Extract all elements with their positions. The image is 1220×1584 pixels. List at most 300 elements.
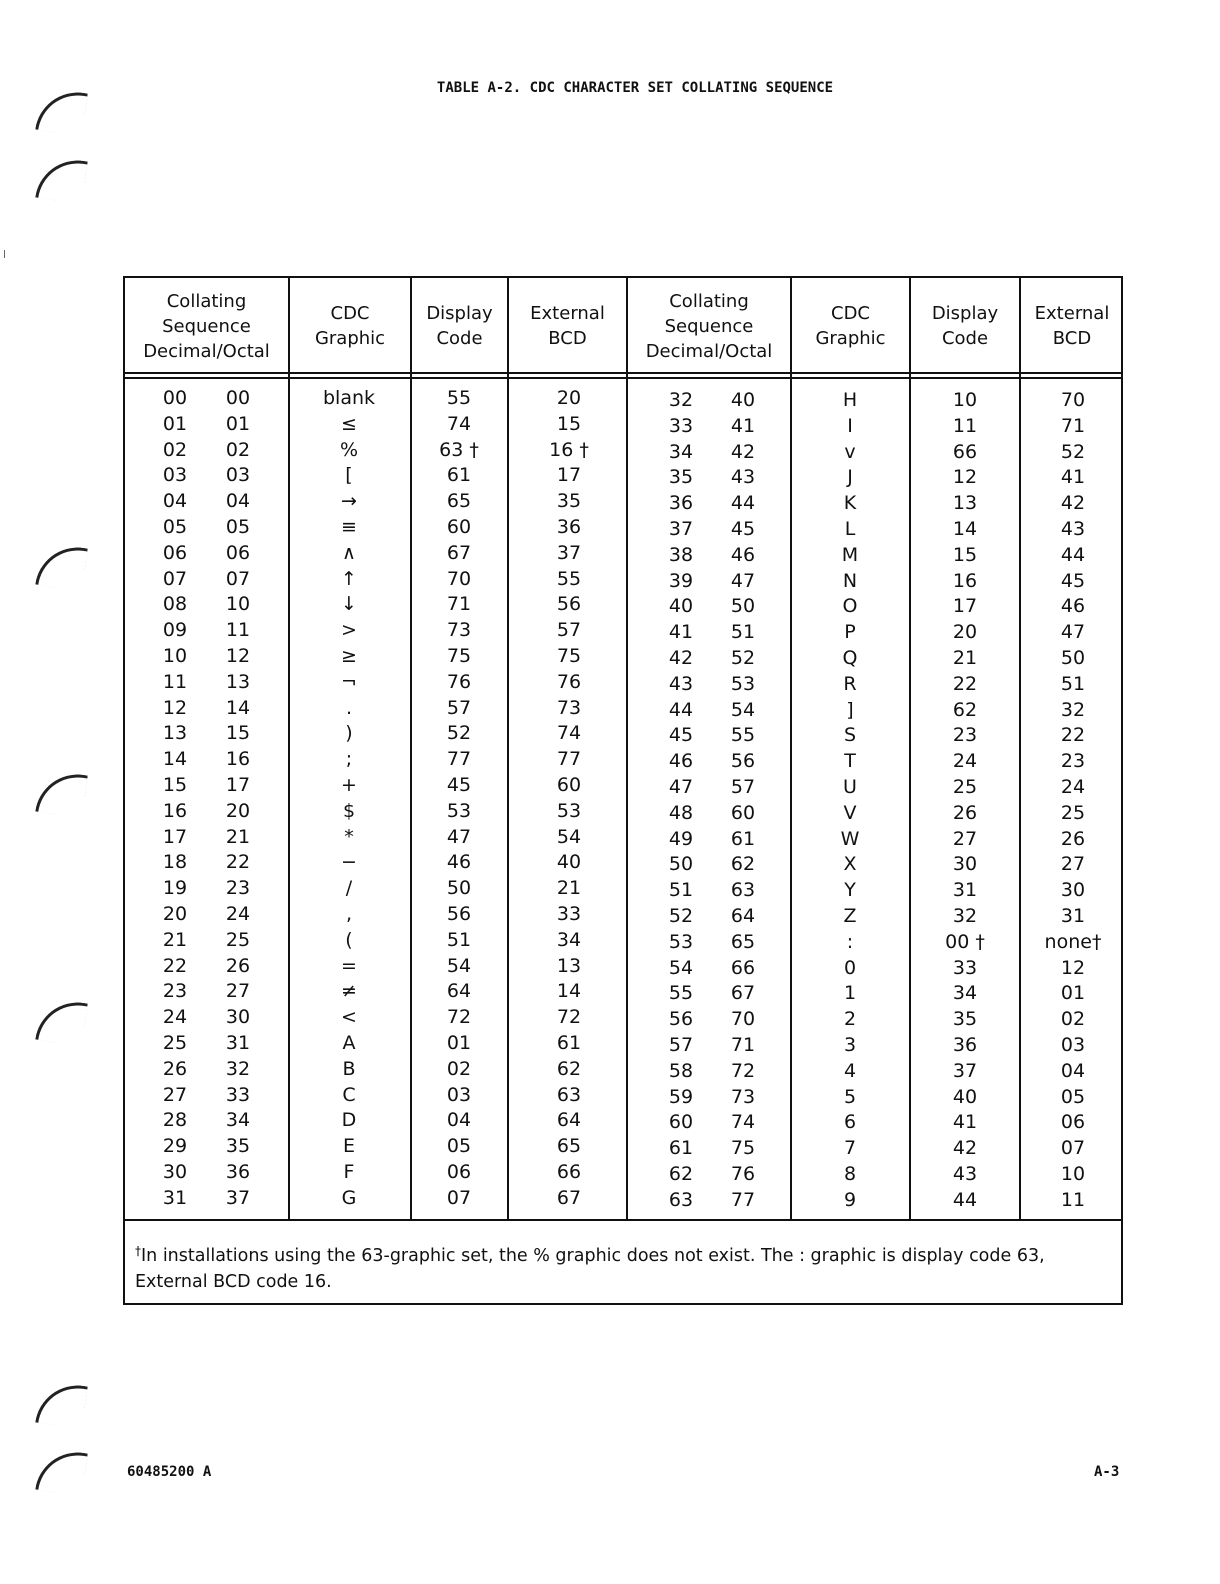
header-right-collating-sequence: Collating Sequence Decimal/Octal bbox=[645, 290, 773, 362]
left-display-code: 64 bbox=[446, 980, 472, 1003]
right-seq-octal: 45 bbox=[730, 518, 756, 540]
right-seq-decimal: 33 bbox=[668, 414, 694, 437]
left-display-code: 45 bbox=[446, 774, 472, 796]
left-seq-decimal: 26 bbox=[162, 1057, 188, 1080]
right-display-code: 37 bbox=[952, 1059, 978, 1082]
right-seq-octal: 40 bbox=[730, 389, 756, 411]
right-display-code: 66 bbox=[952, 440, 978, 463]
left-display-code: 74 bbox=[446, 412, 472, 435]
right-cdc-graphic: U bbox=[843, 776, 857, 798]
right-display-code: 30 bbox=[952, 853, 978, 876]
left-cdc-graphic: F bbox=[343, 1161, 355, 1183]
left-seq-decimal: 01 bbox=[162, 412, 188, 435]
right-cdc-graphic: S bbox=[843, 724, 857, 747]
right-seq-octal: 66 bbox=[730, 956, 756, 979]
left-seq-octal: 21 bbox=[225, 825, 251, 848]
left-display-code: 04 bbox=[446, 1109, 472, 1132]
left-display-code: 02 bbox=[446, 1057, 472, 1080]
left-external-bcd: 74 bbox=[556, 722, 582, 745]
left-cdc-graphic: , bbox=[345, 903, 353, 925]
right-display-code: 35 bbox=[952, 1008, 978, 1031]
left-display-code: 67 bbox=[446, 541, 472, 564]
right-seq-decimal: 50 bbox=[668, 853, 694, 876]
right-seq-decimal: 41 bbox=[668, 621, 694, 644]
right-display-code: 20 bbox=[952, 621, 978, 644]
column-divider bbox=[626, 278, 628, 1219]
column-divider bbox=[1019, 278, 1021, 1219]
left-seq-decimal: 14 bbox=[162, 748, 188, 771]
left-seq-octal: 30 bbox=[225, 1006, 251, 1029]
right-display-code: 12 bbox=[952, 466, 978, 489]
right-cdc-graphic: V bbox=[843, 801, 857, 824]
right-external-bcd: 05 bbox=[1060, 1085, 1086, 1108]
right-display-code: 62 bbox=[952, 698, 978, 721]
left-cdc-graphic: blank bbox=[322, 387, 376, 409]
left-external-bcd: 53 bbox=[556, 799, 582, 822]
left-external-bcd: 16 † bbox=[549, 438, 589, 461]
right-seq-octal: 43 bbox=[730, 466, 756, 489]
right-display-code: 36 bbox=[952, 1034, 978, 1056]
left-seq-octal: 34 bbox=[225, 1109, 251, 1132]
right-seq-octal: 65 bbox=[730, 930, 756, 953]
left-external-bcd: 33 bbox=[556, 903, 582, 925]
right-display-code: 23 bbox=[952, 724, 978, 747]
right-seq-octal: 55 bbox=[730, 724, 756, 747]
left-cdc-graphic: E bbox=[342, 1135, 355, 1158]
right-cdc-graphic: 4 bbox=[843, 1059, 857, 1082]
left-seq-octal: 02 bbox=[225, 438, 251, 461]
left-seq-decimal: 13 bbox=[162, 722, 188, 745]
left-display-code: 57 bbox=[446, 696, 472, 719]
left-seq-octal: 03 bbox=[225, 464, 251, 487]
right-external-bcd: 12 bbox=[1060, 956, 1086, 979]
right-external-bcd: 51 bbox=[1060, 672, 1086, 695]
left-cdc-graphic: < bbox=[341, 1006, 357, 1029]
right-external-bcd: 70 bbox=[1060, 389, 1086, 411]
left-display-code: 75 bbox=[446, 645, 472, 667]
right-seq-octal: 54 bbox=[730, 698, 756, 721]
right-cdc-graphic: K bbox=[843, 492, 857, 515]
right-cdc-graphic: 9 bbox=[843, 1188, 857, 1211]
right-cdc-graphic: R bbox=[843, 672, 857, 695]
right-display-code: 25 bbox=[952, 776, 978, 798]
collating-sequence-table bbox=[123, 276, 1123, 1305]
right-seq-decimal: 46 bbox=[668, 750, 694, 773]
right-seq-octal: 60 bbox=[730, 801, 756, 824]
header-right-external-bcd: External BCD bbox=[1034, 303, 1110, 349]
right-cdc-graphic: 0 bbox=[843, 956, 857, 979]
right-seq-octal: 75 bbox=[730, 1137, 756, 1160]
left-external-bcd: 55 bbox=[556, 567, 582, 590]
footnote-text: In installations using the 63-graphic set, the % graphic does not exist. The : graphic is display code 63, External BCD code 16. bbox=[135, 1246, 1045, 1292]
left-cdc-graphic: * bbox=[344, 825, 354, 848]
right-display-code: 32 bbox=[952, 905, 978, 927]
header-right-display-code: Display Code bbox=[931, 303, 999, 349]
left-external-bcd: 66 bbox=[556, 1161, 582, 1183]
binder-hole-icon bbox=[35, 769, 88, 818]
right-seq-octal: 76 bbox=[730, 1163, 756, 1185]
dagger-mark: † bbox=[135, 1244, 141, 1258]
left-external-bcd: 73 bbox=[556, 696, 582, 719]
left-seq-decimal: 22 bbox=[162, 954, 188, 977]
left-seq-octal: 27 bbox=[225, 980, 251, 1003]
left-display-code: 51 bbox=[446, 928, 472, 951]
right-seq-octal: 72 bbox=[730, 1059, 756, 1082]
left-external-bcd: 75 bbox=[556, 645, 582, 667]
left-cdc-graphic: [ bbox=[345, 464, 353, 487]
left-display-code: 05 bbox=[446, 1135, 472, 1158]
left-external-bcd: 37 bbox=[556, 541, 582, 564]
right-seq-decimal: 48 bbox=[668, 801, 694, 824]
right-seq-octal: 71 bbox=[730, 1034, 756, 1056]
left-seq-decimal: 21 bbox=[162, 928, 188, 951]
right-seq-octal: 44 bbox=[730, 492, 756, 515]
left-display-code: 50 bbox=[446, 877, 472, 900]
left-seq-octal: 14 bbox=[225, 696, 251, 719]
left-external-bcd: 14 bbox=[556, 980, 582, 1003]
right-seq-octal: 50 bbox=[730, 595, 756, 618]
right-seq-decimal: 51 bbox=[668, 879, 694, 902]
left-seq-decimal: 04 bbox=[162, 490, 188, 513]
left-external-bcd: 17 bbox=[556, 464, 582, 487]
left-seq-octal: 12 bbox=[225, 645, 251, 667]
right-seq-decimal: 43 bbox=[668, 672, 694, 695]
right-external-bcd: 06 bbox=[1060, 1111, 1086, 1134]
right-cdc-graphic: : bbox=[846, 930, 854, 953]
right-external-bcd: 07 bbox=[1060, 1137, 1086, 1160]
right-cdc-graphic: L bbox=[844, 518, 856, 540]
left-seq-decimal: 05 bbox=[162, 516, 188, 538]
left-seq-octal: 20 bbox=[225, 799, 251, 822]
right-seq-decimal: 52 bbox=[668, 905, 694, 927]
right-seq-octal: 61 bbox=[730, 827, 756, 850]
right-cdc-graphic: Z bbox=[843, 905, 857, 927]
left-seq-decimal: 08 bbox=[162, 593, 188, 616]
right-external-bcd: 11 bbox=[1060, 1188, 1086, 1211]
column-divider bbox=[410, 278, 412, 1219]
right-seq-decimal: 45 bbox=[668, 724, 694, 747]
binder-hole-icon bbox=[35, 1447, 88, 1496]
left-external-bcd: 21 bbox=[556, 877, 582, 900]
left-seq-octal: 11 bbox=[225, 619, 251, 642]
right-external-bcd: 43 bbox=[1060, 518, 1086, 540]
left-cdc-graphic: ≡ bbox=[341, 516, 357, 538]
header-left-external-bcd: External BCD bbox=[530, 303, 605, 349]
left-external-bcd: 13 bbox=[556, 954, 582, 977]
right-seq-octal: 63 bbox=[730, 879, 756, 902]
right-display-code: 15 bbox=[952, 543, 978, 566]
right-display-code: 00 † bbox=[945, 930, 985, 953]
left-display-code: 71 bbox=[446, 593, 472, 616]
left-external-bcd: 40 bbox=[556, 851, 582, 874]
right-seq-decimal: 36 bbox=[668, 492, 694, 515]
left-seq-decimal: 17 bbox=[162, 825, 188, 848]
left-external-bcd: 76 bbox=[556, 670, 582, 693]
right-display-code: 27 bbox=[952, 827, 978, 850]
right-cdc-graphic: 2 bbox=[843, 1008, 857, 1031]
right-external-bcd: 45 bbox=[1060, 569, 1086, 592]
left-seq-octal: 10 bbox=[225, 593, 251, 616]
right-display-code: 11 bbox=[952, 414, 978, 437]
left-display-code: 77 bbox=[446, 748, 472, 771]
left-seq-decimal: 30 bbox=[162, 1161, 188, 1183]
left-cdc-graphic: = bbox=[341, 954, 357, 977]
left-seq-octal: 06 bbox=[225, 541, 251, 564]
left-cdc-graphic: A bbox=[342, 1032, 356, 1054]
right-external-bcd: 30 bbox=[1060, 879, 1086, 902]
left-display-code: 54 bbox=[446, 954, 472, 977]
left-seq-octal: 13 bbox=[225, 670, 251, 693]
right-cdc-graphic: H bbox=[842, 389, 858, 411]
right-seq-octal: 52 bbox=[730, 647, 756, 669]
document-number: 60485200 A bbox=[127, 1464, 212, 1480]
right-external-bcd: 32 bbox=[1060, 698, 1086, 721]
left-display-code: 72 bbox=[446, 1006, 472, 1029]
header-left-display-code: Display Code bbox=[426, 303, 493, 349]
right-display-code: 13 bbox=[952, 492, 978, 515]
left-cdc-graphic: ∧ bbox=[342, 541, 356, 564]
left-seq-octal: 01 bbox=[225, 412, 251, 435]
left-seq-decimal: 02 bbox=[162, 438, 188, 461]
left-seq-decimal: 06 bbox=[162, 541, 188, 564]
right-cdc-graphic: M bbox=[841, 543, 859, 566]
right-seq-decimal: 37 bbox=[668, 518, 694, 540]
left-cdc-graphic: ) bbox=[345, 722, 353, 745]
left-seq-decimal: 27 bbox=[162, 1083, 188, 1106]
left-seq-octal: 23 bbox=[225, 877, 251, 900]
right-display-code: 14 bbox=[952, 518, 978, 540]
table-footnote bbox=[135, 1238, 1095, 1295]
right-cdc-graphic: W bbox=[840, 827, 860, 850]
left-display-code: 56 bbox=[446, 903, 472, 925]
left-display-code: 46 bbox=[446, 851, 472, 874]
left-external-bcd: 62 bbox=[556, 1057, 582, 1080]
right-cdc-graphic: O bbox=[842, 595, 858, 618]
right-display-code: 34 bbox=[952, 982, 978, 1005]
binder-hole-icon bbox=[35, 155, 88, 204]
left-external-bcd: 63 bbox=[556, 1083, 582, 1106]
column-divider bbox=[909, 278, 911, 1219]
left-cdc-graphic: − bbox=[341, 851, 357, 874]
left-seq-decimal: 28 bbox=[162, 1109, 188, 1132]
left-external-bcd: 77 bbox=[556, 748, 582, 771]
right-external-bcd: 50 bbox=[1060, 647, 1086, 669]
left-seq-decimal: 19 bbox=[162, 877, 188, 900]
left-display-code: 52 bbox=[446, 722, 472, 745]
left-seq-octal: 25 bbox=[225, 928, 251, 951]
right-cdc-graphic: 6 bbox=[843, 1111, 857, 1134]
header-rule bbox=[125, 377, 1121, 379]
left-seq-decimal: 23 bbox=[162, 980, 188, 1003]
right-cdc-graphic: v bbox=[844, 440, 856, 463]
right-seq-decimal: 58 bbox=[668, 1059, 694, 1082]
right-external-bcd: 22 bbox=[1060, 724, 1086, 747]
right-display-code: 43 bbox=[952, 1163, 978, 1185]
right-cdc-graphic: 3 bbox=[843, 1034, 857, 1056]
right-seq-octal: 70 bbox=[730, 1008, 756, 1031]
right-display-code: 22 bbox=[952, 672, 978, 695]
right-seq-decimal: 53 bbox=[668, 930, 694, 953]
right-external-bcd: 23 bbox=[1060, 750, 1086, 773]
right-seq-decimal: 62 bbox=[668, 1163, 694, 1185]
left-cdc-graphic: B bbox=[342, 1057, 356, 1080]
left-display-code: 55 bbox=[446, 387, 472, 409]
left-display-code: 63 † bbox=[439, 438, 479, 461]
left-seq-decimal: 29 bbox=[162, 1135, 188, 1158]
right-seq-octal: 42 bbox=[730, 440, 756, 463]
right-display-code: 24 bbox=[952, 750, 978, 773]
right-display-code: 33 bbox=[952, 956, 978, 979]
right-cdc-graphic: N bbox=[842, 569, 858, 592]
right-seq-decimal: 56 bbox=[668, 1008, 694, 1031]
right-seq-octal: 57 bbox=[730, 776, 756, 798]
left-display-code: 06 bbox=[446, 1161, 472, 1183]
right-seq-decimal: 38 bbox=[668, 543, 694, 566]
left-cdc-graphic: ¬ bbox=[341, 670, 357, 693]
left-cdc-graphic: ( bbox=[345, 928, 353, 951]
right-seq-octal: 77 bbox=[730, 1188, 756, 1211]
left-display-code: 76 bbox=[446, 670, 472, 693]
left-seq-decimal: 07 bbox=[162, 567, 188, 590]
right-display-code: 21 bbox=[952, 647, 978, 669]
right-seq-octal: 53 bbox=[730, 672, 756, 695]
left-cdc-graphic: ↓ bbox=[341, 593, 357, 616]
left-display-code: 73 bbox=[446, 619, 472, 642]
left-external-bcd: 65 bbox=[556, 1135, 582, 1158]
right-external-bcd: 03 bbox=[1060, 1034, 1086, 1056]
right-seq-decimal: 40 bbox=[668, 595, 694, 618]
left-seq-decimal: 10 bbox=[162, 645, 188, 667]
right-seq-decimal: 44 bbox=[668, 698, 694, 721]
left-cdc-graphic: ≠ bbox=[341, 980, 357, 1003]
left-seq-octal: 00 bbox=[225, 387, 251, 409]
right-cdc-graphic: 1 bbox=[843, 982, 857, 1005]
left-external-bcd: 67 bbox=[556, 1186, 582, 1209]
left-cdc-graphic: → bbox=[341, 490, 357, 513]
right-seq-octal: 47 bbox=[730, 569, 756, 592]
right-external-bcd: 10 bbox=[1060, 1163, 1086, 1185]
right-external-bcd: 31 bbox=[1060, 905, 1086, 927]
left-seq-decimal: 03 bbox=[162, 464, 188, 487]
left-external-bcd: 60 bbox=[556, 774, 582, 796]
left-seq-decimal: 12 bbox=[162, 696, 188, 719]
column-divider bbox=[288, 278, 290, 1219]
page-title: TABLE A-2. CDC CHARACTER SET COLLATING SEQUENCE bbox=[436, 80, 834, 96]
right-cdc-graphic: J bbox=[847, 466, 853, 489]
right-seq-decimal: 59 bbox=[668, 1085, 694, 1108]
right-display-code: 40 bbox=[952, 1085, 978, 1108]
right-display-code: 26 bbox=[952, 801, 978, 824]
right-seq-decimal: 35 bbox=[668, 466, 694, 489]
column-divider bbox=[507, 278, 509, 1219]
right-seq-decimal: 49 bbox=[668, 827, 694, 850]
right-display-code: 41 bbox=[952, 1111, 978, 1134]
right-external-bcd: 41 bbox=[1060, 466, 1086, 489]
right-display-code: 16 bbox=[952, 569, 978, 592]
right-seq-octal: 51 bbox=[730, 621, 756, 644]
left-seq-octal: 22 bbox=[225, 851, 251, 874]
column-divider bbox=[790, 278, 792, 1219]
left-seq-decimal: 18 bbox=[162, 851, 188, 874]
left-seq-octal: 04 bbox=[225, 490, 251, 513]
right-seq-octal: 56 bbox=[730, 750, 756, 773]
left-seq-octal: 33 bbox=[225, 1083, 251, 1106]
left-seq-octal: 07 bbox=[225, 567, 251, 590]
left-external-bcd: 20 bbox=[556, 387, 582, 409]
left-external-bcd: 36 bbox=[556, 516, 582, 538]
left-cdc-graphic: C bbox=[342, 1083, 356, 1106]
right-cdc-graphic: I bbox=[847, 414, 853, 437]
right-cdc-graphic: 7 bbox=[843, 1137, 857, 1160]
left-seq-octal: 15 bbox=[225, 722, 251, 745]
left-external-bcd: 72 bbox=[556, 1006, 582, 1029]
right-seq-decimal: 47 bbox=[668, 776, 694, 798]
right-seq-octal: 73 bbox=[730, 1085, 756, 1108]
right-external-bcd: 01 bbox=[1060, 982, 1086, 1005]
left-seq-octal: 24 bbox=[225, 903, 251, 925]
right-seq-decimal: 63 bbox=[668, 1188, 694, 1211]
left-external-bcd: 35 bbox=[556, 490, 582, 513]
header-left-collating-sequence: Collating Sequence Decimal/Octal bbox=[143, 290, 270, 362]
left-seq-decimal: 31 bbox=[162, 1186, 188, 1209]
left-cdc-graphic: / bbox=[345, 877, 353, 900]
right-seq-decimal: 39 bbox=[668, 569, 694, 592]
right-seq-decimal: 57 bbox=[668, 1034, 694, 1056]
right-seq-octal: 46 bbox=[730, 543, 756, 566]
header-left-cdc-graphic: CDC Graphic bbox=[314, 303, 386, 349]
left-seq-octal: 05 bbox=[225, 516, 251, 538]
right-seq-decimal: 34 bbox=[668, 440, 694, 463]
right-cdc-graphic: X bbox=[843, 853, 857, 876]
left-seq-decimal: 20 bbox=[162, 903, 188, 925]
left-seq-decimal: 11 bbox=[162, 670, 188, 693]
left-external-bcd: 15 bbox=[556, 412, 582, 435]
binder-hole-icon bbox=[35, 997, 88, 1046]
page-number: A-3 bbox=[1094, 1464, 1120, 1480]
left-external-bcd: 54 bbox=[556, 825, 582, 848]
right-external-bcd: 04 bbox=[1060, 1059, 1086, 1082]
right-external-bcd: 26 bbox=[1060, 827, 1086, 850]
left-seq-decimal: 16 bbox=[162, 799, 188, 822]
left-seq-octal: 31 bbox=[225, 1032, 251, 1054]
left-cdc-graphic: D bbox=[341, 1109, 357, 1132]
left-cdc-graphic: . bbox=[345, 696, 353, 719]
right-seq-decimal: 60 bbox=[668, 1111, 694, 1134]
left-display-code: 53 bbox=[446, 799, 472, 822]
left-display-code: 65 bbox=[446, 490, 472, 513]
footnote-rule bbox=[125, 1219, 1121, 1221]
left-display-code: 03 bbox=[446, 1083, 472, 1106]
left-cdc-graphic: G bbox=[341, 1186, 357, 1209]
right-external-bcd: none† bbox=[1044, 930, 1102, 953]
left-display-code: 60 bbox=[446, 516, 472, 538]
right-external-bcd: 25 bbox=[1060, 801, 1086, 824]
left-seq-decimal: 15 bbox=[162, 774, 188, 796]
right-seq-octal: 64 bbox=[730, 905, 756, 927]
left-cdc-graphic: % bbox=[339, 438, 359, 461]
right-display-code: 44 bbox=[952, 1188, 978, 1211]
left-seq-octal: 26 bbox=[225, 954, 251, 977]
right-external-bcd: 47 bbox=[1060, 621, 1086, 644]
right-seq-octal: 62 bbox=[730, 853, 756, 876]
left-cdc-graphic: ↑ bbox=[341, 567, 357, 590]
right-cdc-graphic: T bbox=[844, 750, 856, 773]
right-external-bcd: 46 bbox=[1060, 595, 1086, 618]
left-display-code: 01 bbox=[446, 1032, 472, 1054]
right-seq-octal: 67 bbox=[730, 982, 756, 1005]
left-external-bcd: 57 bbox=[556, 619, 582, 642]
right-cdc-graphic: Q bbox=[842, 647, 858, 669]
